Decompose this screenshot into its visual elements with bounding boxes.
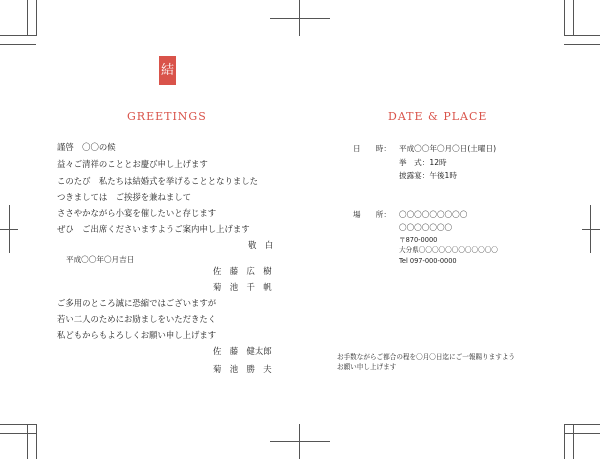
greeting-line: 謹啓 〇〇の候 — [57, 142, 116, 152]
crop-mark — [573, 424, 574, 459]
crop-mark — [36, 424, 37, 459]
telephone: Tel 097-000-0000 — [399, 257, 457, 265]
parent-line: 若い二人のためにお励ましをいただきたく — [57, 314, 217, 324]
crop-mark — [564, 0, 565, 36]
ceremony-time: 挙 式：12時 — [399, 158, 447, 167]
crop-mark — [0, 44, 36, 45]
center-mark — [270, 441, 330, 442]
crop-mark — [564, 35, 600, 36]
couple-name: 佐 藤 広 樹 — [213, 266, 272, 276]
postal-code: 〒870-0000 — [399, 236, 438, 244]
greeting-line: このたび 私たちは結婚式を挙げることとなりました — [57, 176, 258, 186]
crop-mark — [564, 424, 600, 425]
venue-line: 〇〇〇〇〇〇〇〇〇 — [399, 210, 468, 219]
greeting-line: ぜひ ご出席くださいますようご案内申し上げます — [57, 224, 250, 234]
date-label: 日 時： — [353, 144, 391, 153]
parent-name: 佐 藤 健太郎 — [213, 346, 272, 356]
crop-mark — [564, 433, 600, 434]
venue-line: 〇〇〇〇〇〇〇 — [399, 223, 453, 232]
couple-name: 菊 池 千 帆 — [213, 282, 272, 292]
greetings-heading: GREETINGS — [127, 110, 207, 123]
rsvp-note: お願い申し上げます — [337, 363, 397, 371]
closing-text: 敬 白 — [248, 240, 274, 250]
crop-mark — [27, 0, 28, 36]
seal-logo: 結 — [159, 56, 176, 85]
crop-mark — [27, 424, 28, 459]
parent-name: 菊 池 勝 夫 — [213, 364, 272, 374]
rsvp-note: お手数ながらご都合の程を〇月〇日迄にご一報賜りますよう — [337, 353, 516, 361]
side-mark — [582, 229, 600, 230]
crop-mark — [0, 424, 36, 425]
side-mark — [590, 205, 591, 253]
parent-line: 私どもからもよろしくお願い申し上げます — [57, 330, 217, 340]
reception-time: 披露宴：午後1時 — [399, 171, 457, 180]
date-value: 平成〇〇年〇月〇日(土曜日) — [399, 144, 497, 153]
side-mark — [9, 205, 10, 253]
center-mark — [270, 18, 330, 19]
place-label: 場 所： — [353, 210, 391, 219]
greeting-line: ささやかながら小宴を催したいと存じます — [57, 208, 217, 218]
greeting-line: つきましては ご挨拶を兼ねまして — [57, 192, 191, 202]
greeting-line: 益々ご清祥のこととお慶び申し上げます — [57, 159, 208, 169]
address: 大分県〇〇〇〇〇〇〇〇〇〇〇〇 — [399, 246, 498, 254]
crop-mark — [573, 0, 574, 36]
crop-mark — [0, 35, 36, 36]
invitation-date: 平成〇〇年〇月吉日 — [66, 255, 135, 264]
crop-mark — [0, 433, 36, 434]
parent-line: ご多用のところ誠に恐縮ではございますが — [57, 298, 217, 308]
crop-mark — [564, 44, 600, 45]
date-place-heading: DATE & PLACE — [388, 110, 488, 123]
crop-mark — [36, 0, 37, 36]
crop-mark — [564, 424, 565, 459]
